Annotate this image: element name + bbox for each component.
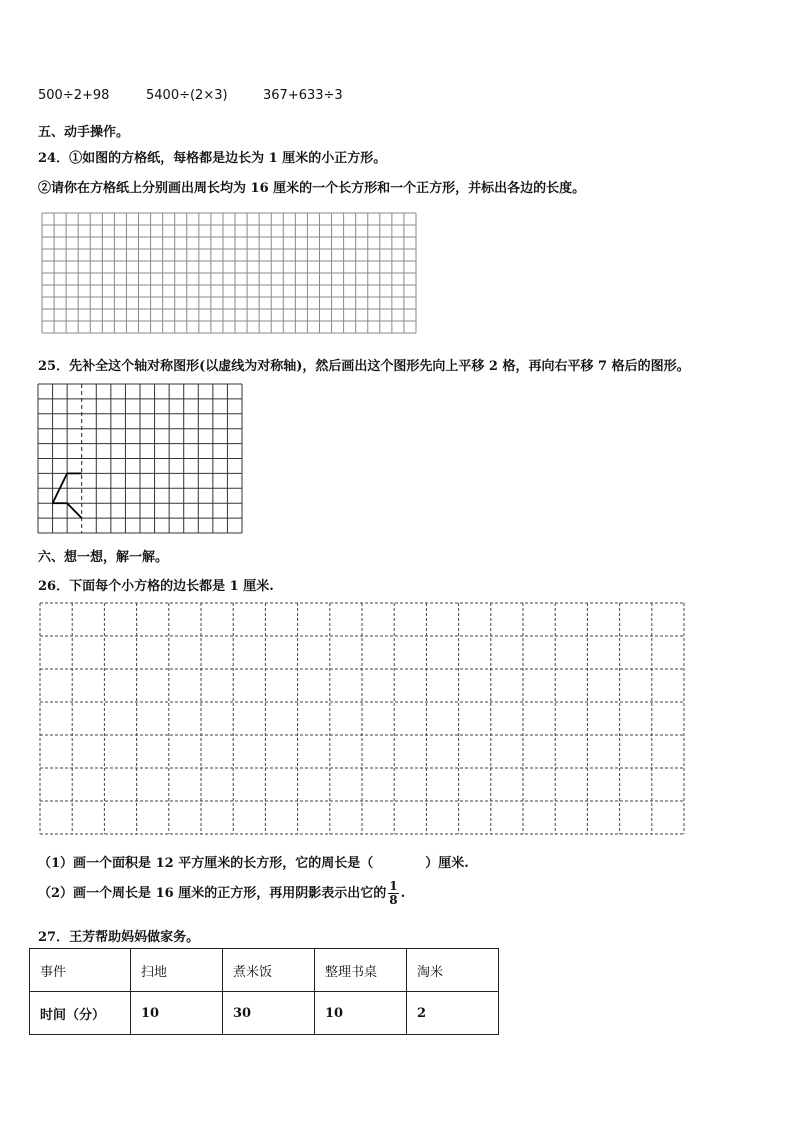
expression-2: 5400÷(2×3)	[146, 88, 228, 103]
expression-1: 500÷2+98	[38, 88, 110, 103]
section-five-title: 五、动手操作。	[38, 125, 130, 140]
table-cell: 10	[315, 992, 407, 1035]
section-six-title: 六、想一想，解一解。	[38, 550, 169, 565]
fraction-numerator: 1	[389, 879, 398, 893]
q26-sub1-text-a: （1）画一个面积是 12 平方厘米的长方形，它的周长是（	[38, 856, 374, 871]
table-cell: 整理书桌	[315, 949, 407, 992]
q27-text: 王芳帮助妈妈做家务。	[69, 930, 200, 945]
q26-text: 下面每个小方格的边长都是 1 厘米.	[69, 579, 274, 594]
q27-number: 27．	[38, 930, 70, 945]
q24-number: 24．	[38, 151, 70, 166]
table-cell: 扫地	[131, 949, 223, 992]
q26-number: 26．	[38, 579, 70, 594]
table-cell: 10	[131, 992, 223, 1035]
expression-3: 367+633÷3	[263, 88, 343, 103]
chores-table	[29, 948, 499, 1035]
q26-sub1-text-b: ）厘米.	[425, 856, 469, 871]
fraction-denominator: 8	[389, 893, 398, 907]
table-cell: 30	[223, 992, 315, 1035]
q25-number: 25．	[38, 359, 70, 374]
table-row	[30, 992, 499, 1035]
q24-text-1: ①如图的方格纸，每格都是边长为 1 厘米的小正方形。	[69, 151, 387, 166]
q27-line	[38, 926, 199, 945]
table-cell: 2	[407, 992, 499, 1035]
fraction-one-eighth	[388, 880, 398, 907]
q26-sub2	[38, 880, 405, 907]
q26-sub2-text-a: （2）画一个周长是 16 厘米的正方形，再用阴影表示出它的	[38, 886, 387, 901]
table-header-row	[30, 949, 499, 992]
table-cell: 事件	[30, 949, 131, 992]
table-cell: 时间（分）	[30, 992, 131, 1035]
table-cell: 淘米	[407, 949, 499, 992]
q24-text-2: ②请你在方格纸上分别画出周长均为 16 厘米的一个长方形和一个正方形，并标出各边的长度。	[38, 181, 586, 196]
table-cell: 煮米饭	[223, 949, 315, 992]
q26-sub1	[38, 852, 469, 871]
q26-sub2-text-b: .	[400, 886, 406, 901]
q25-text: 先补全这个轴对称图形(以虚线为对称轴)，然后画出这个图形先向上平移 2 格，再向右平移 7 格后的图形。	[69, 359, 690, 374]
